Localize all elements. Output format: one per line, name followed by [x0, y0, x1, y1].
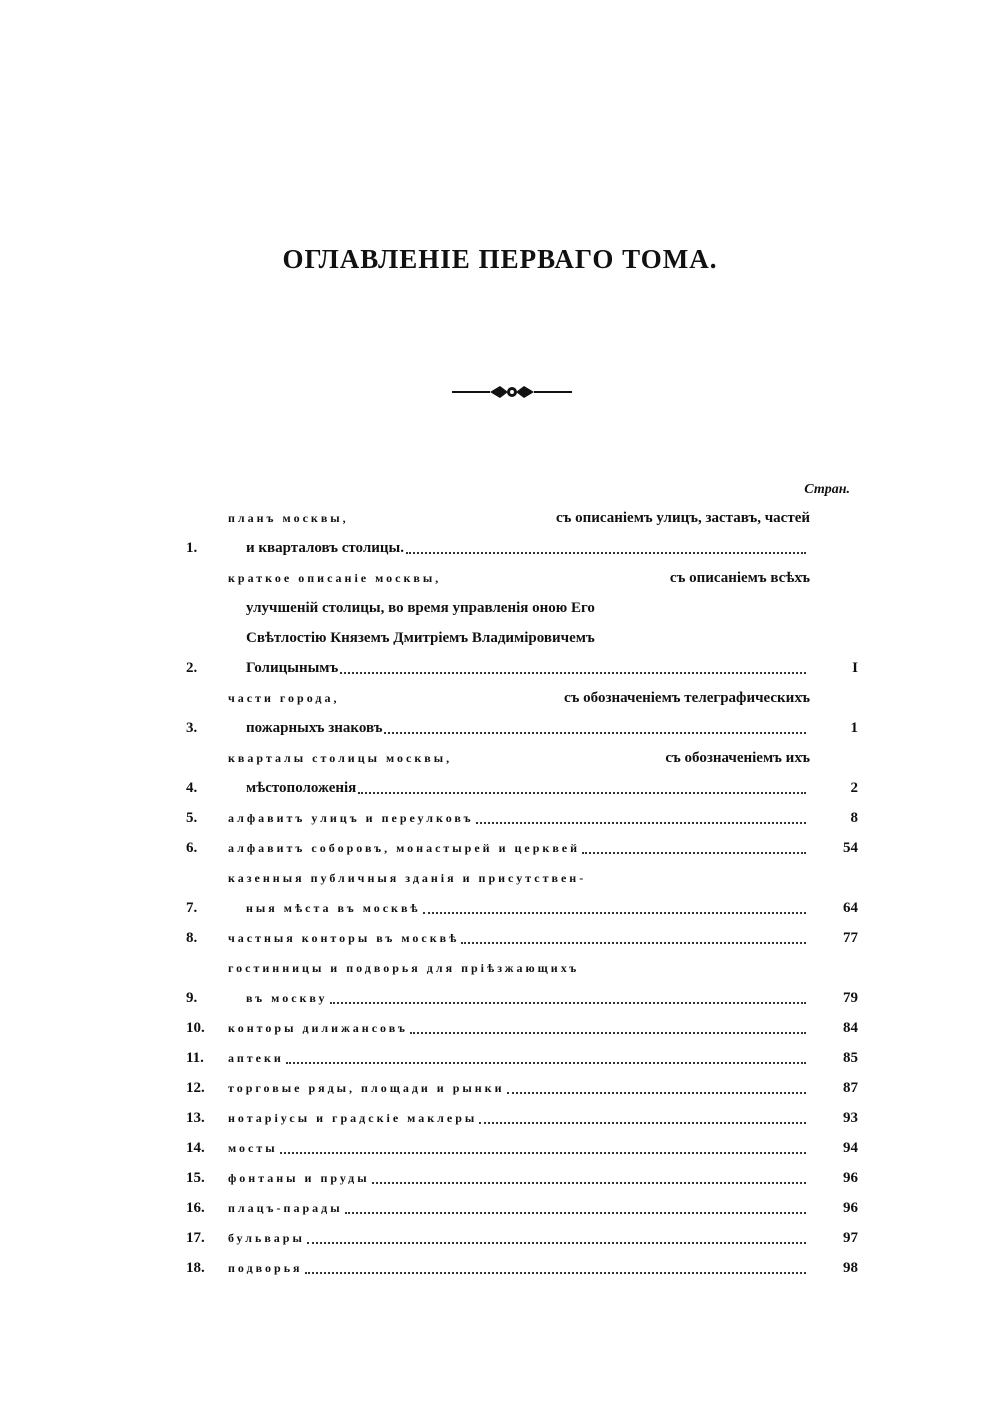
toc-entry [186, 803, 858, 833]
entry-page-number: 97 [843, 1230, 858, 1246]
entry-page-number: 77 [843, 930, 858, 946]
entry-page-number: 98 [843, 1260, 858, 1276]
dot-leader [307, 1241, 806, 1244]
dot-leader [406, 551, 806, 554]
dot-leader [507, 1091, 806, 1094]
toc-entry [186, 683, 858, 743]
toc-entry [186, 1163, 858, 1193]
entry-number: 13. [186, 1110, 205, 1126]
entry-heading: ныя мѣста въ москвѣ [246, 901, 421, 915]
toc-entry [186, 503, 858, 563]
entry-number: 16. [186, 1200, 205, 1216]
dot-leader [479, 1121, 806, 1124]
dot-leader [372, 1181, 806, 1184]
toc-entry [186, 1133, 858, 1163]
entry-heading: краткое описанiе москвы, [228, 571, 442, 585]
toc-entry [186, 743, 858, 803]
entry-page-number: 8 [850, 810, 858, 826]
entry-text: и кварталовъ столицы. [246, 540, 405, 556]
dot-leader [280, 1151, 806, 1154]
entry-heading: алфавитъ улицъ и переулковъ [228, 811, 474, 825]
dot-leader [345, 1211, 806, 1214]
entry-heading: нотарiусы и градскiе маклеры [228, 1111, 478, 1125]
toc-entry [186, 923, 858, 953]
entry-number: 1. [186, 540, 198, 556]
entry-page-number: 96 [843, 1200, 858, 1216]
entry-heading: планъ москвы, [228, 511, 349, 525]
ornament-divider [450, 382, 574, 402]
dot-leader [286, 1061, 806, 1064]
toc-entry [186, 833, 858, 863]
entry-page-number: 93 [843, 1110, 858, 1126]
toc-entry [186, 1193, 858, 1223]
table-of-contents [186, 503, 858, 1283]
toc-entry [186, 953, 858, 1013]
toc-entry [186, 1073, 858, 1103]
toc-entry [186, 1013, 858, 1043]
entry-number: 8. [186, 930, 198, 946]
entry-heading: фонтаны и пруды [228, 1171, 370, 1185]
dot-leader [476, 821, 806, 824]
entry-page-number: 84 [843, 1020, 858, 1036]
entry-heading: бульвары [228, 1231, 305, 1245]
entry-heading: аптеки [228, 1051, 284, 1065]
toc-entry [186, 563, 858, 683]
entry-page-number: 2 [850, 780, 858, 796]
entry-heading: части города, [228, 691, 340, 705]
entry-page-number: 1 [850, 720, 858, 736]
toc-entry [186, 1043, 858, 1073]
entry-heading: мосты [228, 1141, 278, 1155]
entry-heading: подворья [228, 1261, 303, 1275]
entry-page-number: 94 [843, 1140, 858, 1156]
toc-entry [186, 863, 858, 923]
entry-text: пожарныхъ знаковъ [246, 720, 383, 736]
entry-number: 7. [186, 900, 198, 916]
entry-number: 3. [186, 720, 198, 736]
entry-number: 14. [186, 1140, 205, 1156]
page-column-label: Стран. [804, 482, 850, 497]
page-title: ОГЛАВЛЕНIЕ ПЕРВАГО ТОМА. [282, 244, 718, 274]
entry-number: 6. [186, 840, 198, 856]
entry-page-number: 96 [843, 1170, 858, 1186]
entry-heading: конторы дилижансовъ [228, 1021, 408, 1035]
dot-leader [582, 851, 806, 854]
entry-heading: въ москву [246, 991, 328, 1005]
entry-text: мѣстоположенiя [246, 780, 357, 796]
toc-entry [186, 1223, 858, 1253]
entry-text: съ описанiемъ улицъ, заставъ, частей [555, 510, 810, 526]
dot-leader [423, 911, 806, 914]
dot-leader [358, 791, 806, 794]
entry-page-number: 79 [843, 990, 858, 1006]
entry-heading: кварталы столицы москвы, [228, 751, 453, 765]
entry-page-number: I [852, 660, 858, 676]
entry-number: 10. [186, 1020, 205, 1036]
entry-number: 5. [186, 810, 198, 826]
entry-heading: казенныя публичныя зданiя и присутствен- [228, 871, 587, 885]
entry-number: 11. [186, 1050, 204, 1066]
entry-text: улучшенiй столицы, во время управленiя оною Его [246, 600, 595, 616]
entry-heading: алфавитъ соборовъ, монастырей и церквей [228, 841, 581, 855]
entry-text: съ обозначенiемъ телеграфическихъ [563, 690, 810, 706]
entry-page-number: 64 [843, 900, 858, 916]
entry-number: 9. [186, 990, 198, 1006]
entry-heading: частныя конторы въ москвѣ [228, 931, 460, 945]
entry-page-number: 85 [843, 1050, 858, 1066]
entry-number: 4. [186, 780, 198, 796]
entry-heading: плацъ-парады [228, 1201, 343, 1215]
entry-number: 15. [186, 1170, 205, 1186]
dot-leader [461, 941, 806, 944]
entry-number: 18. [186, 1260, 205, 1276]
entry-number: 2. [186, 660, 198, 676]
toc-entry [186, 1253, 858, 1283]
entry-text: Свѣтлостiю Княземъ Дмитрiемъ Владимiровичемъ [246, 630, 595, 646]
entry-heading: гостинницы и подворья для прiѣзжающихъ [228, 961, 580, 975]
dot-leader [410, 1031, 806, 1034]
entry-number: 17. [186, 1230, 205, 1246]
toc-entry [186, 1103, 858, 1133]
dot-leader [384, 731, 806, 734]
entry-text: съ обозначенiемъ ихъ [665, 750, 810, 766]
entry-text: Голицынымъ [246, 660, 339, 676]
dot-leader [340, 671, 806, 674]
dot-leader [305, 1271, 806, 1274]
entry-text: съ описанiемъ всѣхъ [669, 570, 810, 586]
entry-page-number: 87 [843, 1080, 858, 1096]
dot-leader [330, 1001, 806, 1004]
entry-heading: торговые ряды, площади и рынки [228, 1081, 505, 1095]
entry-number: 12. [186, 1080, 205, 1096]
entry-page-number: 54 [843, 840, 858, 856]
